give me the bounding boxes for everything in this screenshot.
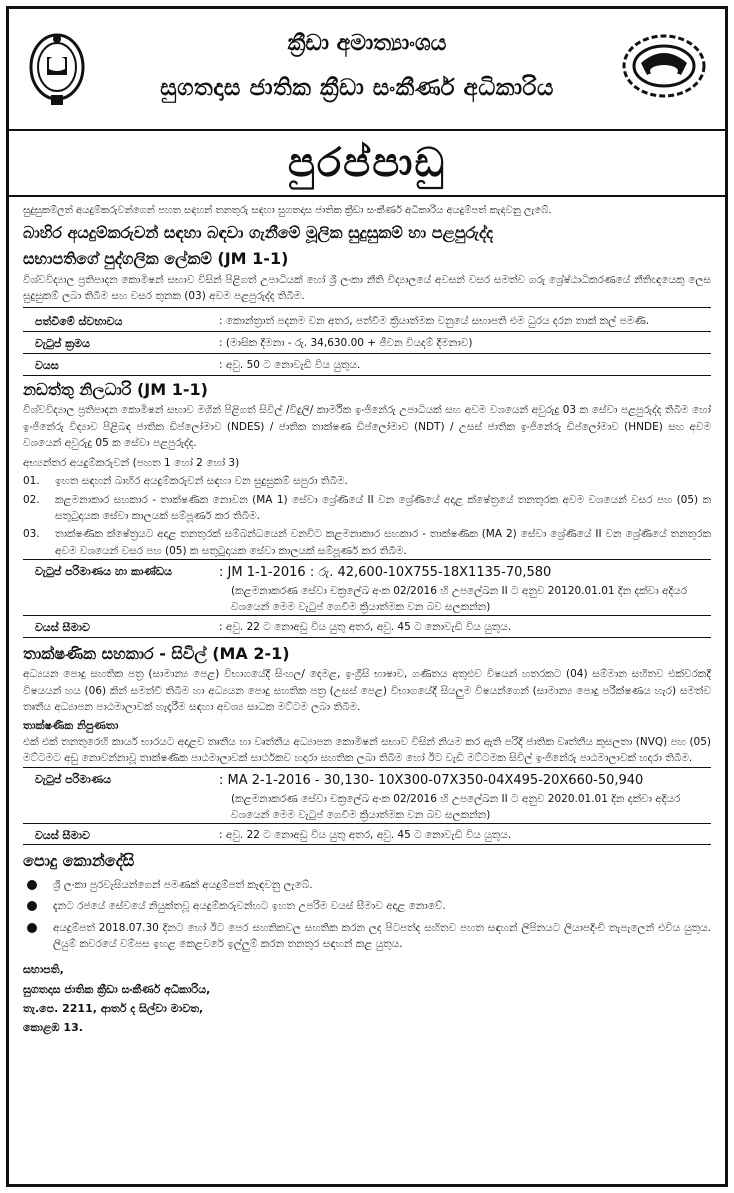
age-value: : අවු. 22 ට නොඅඩු විය යුතු අතර, අවු. 45 ට නොවැඩි විය යුතුය.: [219, 829, 512, 842]
banner-title: පුරප්පාඩු: [287, 140, 447, 186]
list-item: [23, 473, 711, 489]
vacancies-banner: [9, 131, 725, 197]
salary-label: වැටුප් පරිමාණය හා කාණ්ඩය: [35, 564, 172, 578]
detail-label: පත්වීමේ ස්වභාවය: [35, 314, 123, 328]
divider: [23, 307, 711, 308]
main-content: [9, 197, 725, 1037]
detail-label: වැටුප් ක්‍රමය: [35, 336, 90, 350]
list-item: [23, 492, 711, 525]
post-qualification: විශ්වවිද්‍යාල ප්‍රතිපාදන කොමිෂන් සභාව විසින් පිළිගත් උපාධියක් හෝ ශ්‍රී ලංකා නීති විද්‍යාලයේ අවසන් වසර සමත්ව ගරු ශ්‍රේෂ්ඨාධිකරණයේ නීතිඥයෙකු ලෙස සුදුසුකම් ලබා තිබීම සහ වසර තුනක (03) අවම පළපුරුද්ද තිබීම.: [23, 274, 711, 303]
signoff-address: තැ.පෙ. 2211, ආතර් ද සිල්වා මාවත,: [23, 1001, 204, 1015]
age-row: [23, 823, 711, 845]
ministry-name: ක්‍රීඩා අමාත්‍යාංශය: [287, 31, 447, 56]
post-title: නඩත්තු නිලධාරි (JM 1-1): [23, 379, 208, 399]
age-label: වයස් සීමාව: [35, 829, 90, 843]
list-item: [23, 898, 711, 916]
salary-row: [23, 559, 711, 583]
item-text: ඉහත සඳහන් බාහිර අයදුම්කරුවන් සඳහා වන සුදුසුකම් සපුරා තිබීම.: [55, 475, 348, 488]
salary-note: (කළමනාකරණ සේවා චක්‍රලේඛ අංක 02/2016 හි උපලේඛන II ට අනුව 20120.01.01 දින දක්වා අදියර වශයෙන් මෙම වැටුප් ගෙවීම ක්‍රියාත්මක වන බව සලකන්න): [231, 584, 688, 614]
skill-heading: තාක්ෂණික නිපුණතා: [23, 719, 119, 733]
signoff-city: කොළඹ 13.: [23, 1021, 83, 1035]
age-value: : අවු. 22 ට නොඅඩු විය යුතු අතර, අවු. 45 ට නොවැඩි විය යුතුය.: [219, 621, 512, 634]
detail-row: [23, 354, 711, 376]
stadium-logo-icon: [621, 31, 707, 101]
salary-row: [23, 767, 711, 791]
general-title: පොදු කොන්දේසි: [23, 851, 135, 871]
internal-applicants: අභ්‍යන්තර අයදුම්කරුවන් (පහත 1 හෝ 2 හෝ 3): [23, 457, 240, 470]
signoff: [23, 960, 711, 1037]
detail-row: [23, 332, 711, 354]
salary-note: (කළමනාකරණ සේවා චක්‍රලේඛ අංක 02/2016 හි උපලේඛන II ට අනුව 2020.01.01 දින දක්වා අදියර වශයෙන් මෙම වැටුප් ගෙවීම ක්‍රියාත්මක වන බව සලකන්න): [231, 792, 681, 822]
age-row: [23, 615, 711, 637]
advertisement-page: [6, 6, 728, 1187]
header: [9, 9, 725, 131]
signoff-title: සභාපති,: [23, 963, 64, 977]
intro-text: සුදුසුකම්ලත් අයදුම්කරුවන්ගෙන් පහත සඳහන් තනතුරු සඳහා සුගතදාස ජාතික ක්‍රීඩා සංකීර්ණ අධිකාරිය අයදුම්පත් කැඳවනු ලැබේ.: [23, 205, 552, 216]
item-number: 01.: [23, 475, 40, 488]
item-text: තාක්ෂණික ක්ෂේත්‍රයට අදාළ තනතුරක් සම්බන්ධයෙන් වනවිට කළමනාකාර සහකාර - තාක්ෂණික (MA 2) සේවා ශ්‍රේණියේ II වන ශ්‍රේණියේ තනතුරක අවම වශයෙන් වසර පහ (05) ක සතුටුදායක සේවා කාලයක් සම්පූර්ණ කර තිබීම.: [55, 528, 711, 557]
detail-value: : (මාසික දීමනා - රු. 34,630.00 + ජීවන වියදම් දීමනාව): [219, 336, 473, 349]
bullet-icon: [23, 898, 53, 916]
signoff-org: සුගතදාස ජාතික ක්‍රීඩා සංකීර්ණ අධිකාරිය,: [23, 982, 211, 996]
salary-label: වැටුප් පරිමාණය: [35, 772, 112, 786]
list-item: [23, 920, 711, 953]
detail-value: : අවු. 50 ට නොවැඩි විය යුතුය.: [219, 358, 361, 371]
post-qualification: විශ්වවිද්‍යාල ප්‍රතිපාදන කොමිෂන් සභාව මගින් පිළිගත් සිවිල් /විදුලි/ කාර්මික ඉංජිනේරු උපාධියක් සහ අවම වශයෙන් අවුරුදු 03 ක සේවා පළපුරුද්ද තිබීම හෝ ඉංජිනේරු විද්‍යාව පිළිබඳ ජාතික ඩිප්ලෝමාව (NDES) / ජාතික තාක්ෂණ ඩිප්ලෝමාව (NDT) / උසස් ජාතික ඉංජිනේරු ඩිප්ලෝමාව (HNDE) සහ අවම වශයෙන් අවුරුදු 05 ක සේවා පළපුරුද්ද.: [23, 404, 711, 449]
detail-value: : කොන්ත්‍රාත් පදනම වන අතර, පත්වීම ක්‍රියාත්මක වනුයේ සභාපති එම ධුරය දරන තාක් කල් පමණි.: [219, 314, 650, 327]
item-text: කළමනාකාර සහකාර - තාක්ෂණික නොවන (MA 1) සේවා ශ්‍රේණියේ II වන ශ්‍රේණියේ අදාළ ක්ෂේත්‍රයේ තනතුරක අවම වශයෙන් වසර පහ (05) ක සතුටුදායක සේවා කාලයක් සම්පූර්ණ කර තිබීම.: [55, 493, 711, 523]
salary-value: : JM 1-1-2016 : රු. 42,600-10X755-18X1135-70,580: [219, 564, 552, 580]
item-number: 02.: [23, 493, 40, 506]
age-label: වයස් සීමාව: [35, 621, 90, 635]
detail-label: වයස: [35, 358, 59, 372]
post-title: තාක්ෂණික සහකාර - සිවිල් (MA 2-1): [23, 643, 290, 663]
list-item: [23, 877, 711, 895]
post-qualification: අධ්‍යයන පොදු සහතික පත්‍ර (සාමාන්‍ය පෙළ) විභාගයේදී සිංහල/ දෙමළ, ඉංග්‍රීසි භාෂාව, ගණිතය අතුළුව විෂයන් හතරකට (04) සම්මාන සහිතව එක්වරකදී විෂයයන් හය (06) කින් සමත්වී තිබීම හා අධ්‍යයන පොදු සහතික පත්‍ර (උසස් පෙළ) විභාගයේදී සියලුම විෂයන්ගෙන් (සාමාන්‍ය පොදු පරීක්ෂණය හැර) සමත්ව තෘතීය අධ්‍යාපන පාඨමාලාවක් හැදෑරීම සඳහා අවශ්‍ය සාධක මට්ටම ලබා තිබීම.: [23, 668, 711, 713]
authority-name: සුගතදාස ජාතික ක්‍රීඩා සංකීර්ණ අධිකාරිය: [160, 75, 554, 101]
bullet-text: ශ්‍රී ලංකා පුරවැසියන්ගෙන් පමණක් අයදුම්පත් කැඳවනු ලැබේ.: [53, 879, 313, 892]
bullet-text: දැනට රජයේ සේවයේ නියුක්තවූ අයදුම්කරුවන්හට ඉහත උපරිම වයස් සීමාව අදාළ නොවේ.: [53, 900, 446, 913]
post-title: සභාපතිගේ පුද්ගලික ලේකම් (JM 1-1): [23, 249, 289, 269]
list-item: [23, 526, 711, 559]
bullet-icon: [23, 877, 53, 895]
skill-text: එක් එක් තනතුරෙහි කාර්ය භාරයට අදාළව තෘතීය හා වෘත්තීය අධ්‍යාපන කොමිෂන් සභාව විසින් නියම කර ඇති පරිදි ජාතික වෘත්තීය කුසලතා (NVQ) පහ (05) මට්ටමට අඩු නොවන්නාවූ තාක්ෂණික පාඨමාලාවක් සාර්ථකව හදාරා සහතික ලබා තිබීම හෝ ඊට වැඩි මට්ටමක සිවිල් ඉංජිනේරු පාඨමාලාවක් හදාරා තිබීම.: [23, 736, 711, 765]
salary-value: : MA 2-1-2016 - 30,130- 10X300-07X350-04X495-20X660-50,940: [219, 772, 644, 788]
bullet-icon: [23, 920, 53, 953]
section-subtitle: බාහිර අයදුම්කරුවන් සඳහා බඳවා ගැනීමේ මූලික සුදුසුකම් හා පළපුරුද්ද: [23, 222, 494, 242]
bullet-text: අයදුම්පත් 2018.07.30 දිනට හෝ ඊට පෙර සහතිකවල සහතික කරන ලද පිටපත්ද සහිතව පහත සඳහන් ලිපිනයට ලියාපදිංචි තැපැලෙන් එවිය යුතුය. ලියුම් කවරයේ වම්පස ඉහළ කෙළවරේ ඉල්ලුම් කරන තනතුර සඳහන් කළ යුතුය.: [53, 921, 711, 951]
detail-row: [23, 310, 711, 332]
item-number: 03.: [23, 528, 40, 541]
